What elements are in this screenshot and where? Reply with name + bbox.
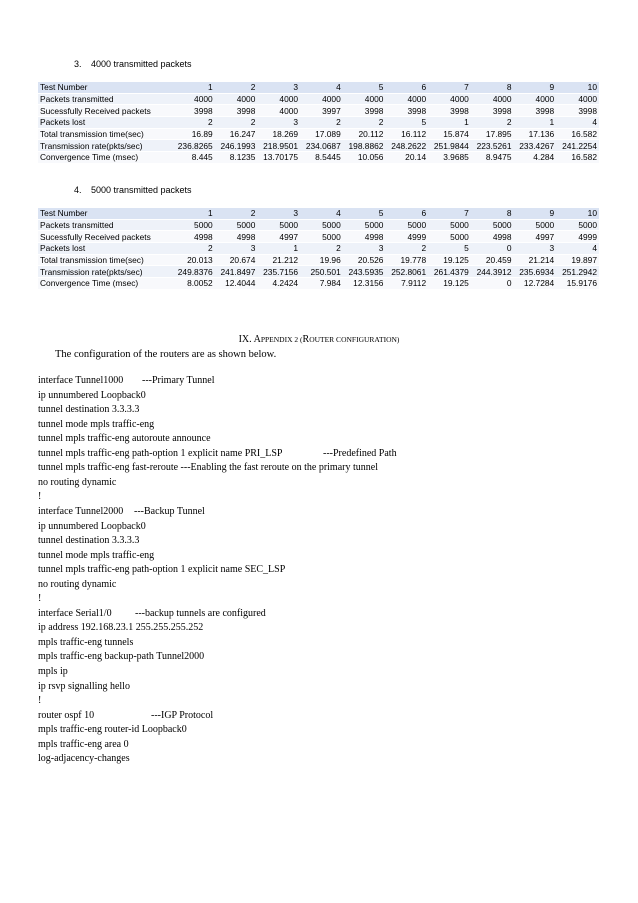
config-command: tunnel mpls traffic-eng path-option 1 explicit name SEC_LSP bbox=[38, 564, 286, 576]
table-cell: 16.112 bbox=[385, 128, 428, 140]
table-cell: 4998 bbox=[471, 231, 514, 243]
table-cell: 6 bbox=[385, 208, 428, 219]
row-label: Convergence Time (msec) bbox=[38, 152, 172, 164]
table-cell: 241.2254 bbox=[556, 140, 599, 152]
row-label: Transmission rate(pkts/sec) bbox=[38, 140, 172, 152]
config-command: router ospf 10 bbox=[38, 709, 95, 721]
table-cell: 3998 bbox=[556, 105, 599, 117]
table-cell: 3998 bbox=[428, 105, 471, 117]
table-cell: 17.895 bbox=[471, 128, 514, 140]
config-line bbox=[38, 738, 129, 752]
table-cell: 2 bbox=[343, 117, 386, 129]
config-command: mpls traffic-eng router-id Loopback0 bbox=[38, 724, 187, 736]
table-cell: 4 bbox=[300, 82, 343, 93]
table-cell: 4 bbox=[300, 208, 343, 219]
table-cell: 16.247 bbox=[215, 128, 258, 140]
table-cell: 235.7156 bbox=[257, 266, 300, 278]
config-command: ! bbox=[38, 593, 42, 605]
config-command: tunnel mode mpls traffic-eng bbox=[38, 418, 155, 430]
table-cell: 234.0687 bbox=[300, 140, 343, 152]
appendix-title-a: A bbox=[253, 334, 261, 345]
table-cell: 4000 bbox=[172, 93, 215, 105]
table-cell: 1 bbox=[172, 208, 215, 219]
results-table-5000 bbox=[38, 208, 599, 290]
table-cell: 20.013 bbox=[172, 254, 215, 266]
config-comment: ---backup tunnels are configured bbox=[135, 607, 266, 619]
table-cell: 261.4379 bbox=[428, 266, 471, 278]
table-cell: 4000 bbox=[556, 93, 599, 105]
config-command: log-adjacency-changes bbox=[38, 753, 130, 765]
config-comment: ---Predefined Path bbox=[323, 447, 397, 459]
config-command: mpls traffic-eng tunnels bbox=[38, 636, 134, 648]
table-cell: 3 bbox=[514, 243, 557, 255]
table-row bbox=[38, 231, 599, 243]
table-cell: 5 bbox=[385, 117, 428, 129]
config-line bbox=[38, 592, 41, 606]
table-cell: 1 bbox=[514, 117, 557, 129]
table-cell: 17.136 bbox=[514, 128, 557, 140]
table-cell: 244.3912 bbox=[471, 266, 514, 278]
table-cell: 10 bbox=[556, 82, 599, 93]
row-label: Sucessfully Received packets bbox=[38, 231, 172, 243]
table-cell: 2 bbox=[172, 243, 215, 255]
table-row bbox=[38, 219, 599, 231]
table-cell: 2 bbox=[215, 82, 258, 93]
config-command: ip rsvp signalling hello bbox=[38, 680, 130, 692]
table-cell: 4000 bbox=[215, 93, 258, 105]
table-row bbox=[38, 117, 599, 129]
table-cell: 3998 bbox=[471, 105, 514, 117]
config-comment: ---Backup Tunnel bbox=[134, 505, 205, 517]
table-cell: 8.5445 bbox=[300, 152, 343, 164]
table-cell: 5000 bbox=[556, 219, 599, 231]
config-line bbox=[38, 636, 133, 650]
appendix-title-a-rest: PPENDIX 2 ( bbox=[260, 335, 303, 344]
table-cell: 3998 bbox=[172, 105, 215, 117]
table-cell: 5000 bbox=[428, 219, 471, 231]
table-cell: 218.9501 bbox=[257, 140, 300, 152]
table-cell: 3 bbox=[257, 82, 300, 93]
config-command: tunnel mpls traffic-eng fast-reroute ---Enabling the fast reroute on the primary tunnel bbox=[38, 462, 378, 474]
row-label: Test Number bbox=[38, 82, 172, 93]
table-cell: 17.089 bbox=[300, 128, 343, 140]
row-label: Packets transmitted bbox=[38, 219, 172, 231]
table-cell: 5000 bbox=[172, 219, 215, 231]
config-line bbox=[38, 752, 130, 766]
config-line bbox=[38, 374, 215, 388]
table-cell: 8.9475 bbox=[471, 152, 514, 164]
config-comment: ---Primary Tunnel bbox=[142, 375, 215, 386]
section-3-title: 4000 transmitted packets bbox=[91, 59, 192, 69]
row-label: Packets transmitted bbox=[38, 93, 172, 105]
config-line bbox=[38, 621, 203, 635]
table-cell: 8.445 bbox=[172, 152, 215, 164]
appendix-title bbox=[0, 334, 638, 345]
table-cell: 246.1993 bbox=[215, 140, 258, 152]
table-cell: 4997 bbox=[514, 231, 557, 243]
table-cell: 9 bbox=[514, 208, 557, 219]
table-cell: 2 bbox=[215, 208, 258, 219]
table-cell: 1 bbox=[172, 82, 215, 93]
config-command: ! bbox=[38, 695, 42, 707]
table-cell: 0 bbox=[471, 243, 514, 255]
config-command: tunnel destination 3.3.3.3 bbox=[38, 535, 140, 547]
table-cell: 4000 bbox=[300, 93, 343, 105]
table-cell: 4.2424 bbox=[257, 278, 300, 290]
table-cell: 19.96 bbox=[300, 254, 343, 266]
table-cell: 20.526 bbox=[343, 254, 386, 266]
config-command: interface Tunnel2000 bbox=[38, 505, 124, 517]
table-cell: 3998 bbox=[215, 105, 258, 117]
config-line bbox=[38, 461, 378, 475]
table-cell: 5000 bbox=[514, 219, 557, 231]
config-line bbox=[38, 447, 397, 461]
table-cell: 12.4044 bbox=[215, 278, 258, 290]
table-cell: 18.269 bbox=[257, 128, 300, 140]
table-row bbox=[38, 105, 599, 117]
table-cell: 3997 bbox=[300, 105, 343, 117]
row-label: Total transmission time(sec) bbox=[38, 128, 172, 140]
table-cell: 4000 bbox=[385, 93, 428, 105]
results-table-4000 bbox=[38, 82, 599, 164]
config-command: interface Serial1/0 bbox=[38, 607, 112, 619]
config-command: tunnel mpls traffic-eng path-option 1 explicit name PRI_LSP bbox=[38, 447, 283, 459]
config-line bbox=[38, 476, 116, 490]
table-cell: 5000 bbox=[257, 219, 300, 231]
table-cell: 251.2942 bbox=[556, 266, 599, 278]
section-3-number: 3. bbox=[74, 59, 82, 69]
table-cell: 7.984 bbox=[300, 278, 343, 290]
table-cell: 4000 bbox=[428, 93, 471, 105]
table-cell: 5 bbox=[428, 243, 471, 255]
table-cell: 16.89 bbox=[172, 128, 215, 140]
table-cell: 9 bbox=[514, 82, 557, 93]
table-cell: 20.674 bbox=[215, 254, 258, 266]
table-cell: 8.1235 bbox=[215, 152, 258, 164]
config-command: ip unnumbered Loopback0 bbox=[38, 389, 146, 401]
row-label: Packets lost bbox=[38, 117, 172, 129]
row-label: Total transmission time(sec) bbox=[38, 254, 172, 266]
table-cell: 13.70175 bbox=[257, 152, 300, 164]
table-cell: 5000 bbox=[300, 231, 343, 243]
table-cell: 2 bbox=[385, 243, 428, 255]
table-cell: 1 bbox=[257, 243, 300, 255]
config-line bbox=[38, 650, 204, 664]
table-cell: 2 bbox=[471, 117, 514, 129]
table-cell: 21.212 bbox=[257, 254, 300, 266]
config-command: ip address 192.168.23.1 255.255.255.252 bbox=[38, 622, 204, 634]
table-cell: 2 bbox=[215, 117, 258, 129]
table-cell: 4.284 bbox=[514, 152, 557, 164]
table-cell: 5000 bbox=[385, 219, 428, 231]
config-line bbox=[38, 432, 211, 446]
table-cell: 4999 bbox=[556, 231, 599, 243]
table-cell: 7 bbox=[428, 208, 471, 219]
table-cell: 20.14 bbox=[385, 152, 428, 164]
config-line bbox=[38, 680, 130, 694]
table-cell: 8.0052 bbox=[172, 278, 215, 290]
config-line bbox=[38, 578, 116, 592]
config-command: tunnel mode mpls traffic-eng bbox=[38, 549, 155, 561]
table-header-row bbox=[38, 208, 599, 219]
table-cell: 198.8862 bbox=[343, 140, 386, 152]
config-command: mpls traffic-eng area 0 bbox=[38, 738, 129, 750]
table-cell: 5000 bbox=[343, 219, 386, 231]
table-cell: 3998 bbox=[385, 105, 428, 117]
table-cell: 3998 bbox=[343, 105, 386, 117]
appendix-title-r-rest: OUTER CONFIGURATION) bbox=[309, 335, 400, 344]
table-cell: 4000 bbox=[257, 105, 300, 117]
table-cell: 15.9176 bbox=[556, 278, 599, 290]
appendix-roman: IX. bbox=[238, 334, 252, 345]
table-cell: 16.582 bbox=[556, 128, 599, 140]
table-cell: 4 bbox=[556, 243, 599, 255]
config-line bbox=[38, 418, 154, 432]
table-cell: 12.7284 bbox=[514, 278, 557, 290]
config-comment: ---IGP Protocol bbox=[151, 709, 214, 721]
table-cell: 5 bbox=[343, 208, 386, 219]
table-cell: 3 bbox=[215, 243, 258, 255]
config-command: mpls traffic-eng backup-path Tunnel2000 bbox=[38, 651, 205, 663]
table-row bbox=[38, 152, 599, 164]
table-cell: 4997 bbox=[257, 231, 300, 243]
table-cell: 19.125 bbox=[428, 254, 471, 266]
table-cell: 15.874 bbox=[428, 128, 471, 140]
table-cell: 7 bbox=[428, 82, 471, 93]
table-row bbox=[38, 254, 599, 266]
config-command: interface Tunnel1000 bbox=[38, 375, 124, 386]
config-line bbox=[38, 534, 139, 548]
table-cell: 233.4267 bbox=[514, 140, 557, 152]
table-header-row bbox=[38, 82, 599, 93]
table-row bbox=[38, 278, 599, 290]
row-label: Transmission rate(pkts/sec) bbox=[38, 266, 172, 278]
config-line bbox=[38, 607, 266, 621]
table-cell: 4000 bbox=[514, 93, 557, 105]
table-cell: 5 bbox=[343, 82, 386, 93]
table-cell: 21.214 bbox=[514, 254, 557, 266]
table-cell: 4000 bbox=[471, 93, 514, 105]
table-row bbox=[38, 266, 599, 278]
section-4-number: 4. bbox=[74, 185, 82, 195]
appendix-title-r: R bbox=[302, 334, 310, 345]
config-line bbox=[38, 403, 139, 417]
table-cell: 4999 bbox=[385, 231, 428, 243]
table-cell: 20.112 bbox=[343, 128, 386, 140]
table-cell: 248.2622 bbox=[385, 140, 428, 152]
row-label: Sucessfully Received packets bbox=[38, 105, 172, 117]
table-row bbox=[38, 243, 599, 255]
table-cell: 0 bbox=[471, 278, 514, 290]
table-cell: 7.9112 bbox=[385, 278, 428, 290]
table-cell: 3 bbox=[257, 208, 300, 219]
config-command: tunnel destination 3.3.3.3 bbox=[38, 404, 140, 416]
table-cell: 241.8497 bbox=[215, 266, 258, 278]
config-line bbox=[38, 505, 205, 519]
table-cell: 16.582 bbox=[556, 152, 599, 164]
table-cell: 3 bbox=[257, 117, 300, 129]
section-4-title: 5000 transmitted packets bbox=[91, 185, 192, 195]
table-cell: 3998 bbox=[514, 105, 557, 117]
table-cell: 12.3156 bbox=[343, 278, 386, 290]
table-cell: 251.9844 bbox=[428, 140, 471, 152]
row-label: Packets lost bbox=[38, 243, 172, 255]
table-cell: 19.778 bbox=[385, 254, 428, 266]
table-cell: 4998 bbox=[172, 231, 215, 243]
table-row bbox=[38, 128, 599, 140]
config-command: no routing dynamic bbox=[38, 578, 117, 590]
config-command: mpls ip bbox=[38, 666, 68, 677]
table-cell: 5000 bbox=[471, 219, 514, 231]
table-cell: 4998 bbox=[215, 231, 258, 243]
table-cell: 3 bbox=[343, 243, 386, 255]
config-command: ! bbox=[38, 491, 42, 503]
table-cell: 236.8265 bbox=[172, 140, 215, 152]
config-line bbox=[38, 490, 41, 504]
row-label: Convergence Time (msec) bbox=[38, 278, 172, 290]
table-cell: 3.9685 bbox=[428, 152, 471, 164]
table-cell: 1 bbox=[428, 117, 471, 129]
table-cell: 2 bbox=[172, 117, 215, 129]
table-cell: 4000 bbox=[257, 93, 300, 105]
table-cell: 6 bbox=[385, 82, 428, 93]
config-line bbox=[38, 709, 214, 723]
table-cell: 10 bbox=[556, 208, 599, 219]
table-cell: 20.459 bbox=[471, 254, 514, 266]
table-cell: 2 bbox=[300, 243, 343, 255]
table-cell: 2 bbox=[300, 117, 343, 129]
config-command: ip unnumbered Loopback0 bbox=[38, 520, 146, 532]
table-cell: 4000 bbox=[343, 93, 386, 105]
intro-text: The configuration of the routers are as shown below. bbox=[55, 349, 277, 360]
table-cell: 5000 bbox=[215, 219, 258, 231]
config-line bbox=[38, 563, 285, 577]
table-cell: 8 bbox=[471, 208, 514, 219]
table-cell: 5000 bbox=[300, 219, 343, 231]
config-line bbox=[38, 723, 187, 737]
table-cell: 4998 bbox=[343, 231, 386, 243]
config-line bbox=[38, 520, 146, 534]
table-row bbox=[38, 93, 599, 105]
table-cell: 250.501 bbox=[300, 266, 343, 278]
config-line bbox=[38, 665, 68, 679]
config-line bbox=[38, 549, 154, 563]
table-cell: 243.5935 bbox=[343, 266, 386, 278]
table-cell: 223.5261 bbox=[471, 140, 514, 152]
table-row bbox=[38, 140, 599, 152]
table-cell: 249.8376 bbox=[172, 266, 215, 278]
table-cell: 19.125 bbox=[428, 278, 471, 290]
table-cell: 10.056 bbox=[343, 152, 386, 164]
table-cell: 19.897 bbox=[556, 254, 599, 266]
row-label: Test Number bbox=[38, 208, 172, 219]
table-cell: 8 bbox=[471, 82, 514, 93]
table-cell: 252.8061 bbox=[385, 266, 428, 278]
table-cell: 4 bbox=[556, 117, 599, 129]
table-cell: 235.6934 bbox=[514, 266, 557, 278]
config-line bbox=[38, 389, 146, 403]
config-line bbox=[38, 694, 41, 708]
config-command: tunnel mpls traffic-eng autoroute announce bbox=[38, 433, 211, 445]
table-cell: 5000 bbox=[428, 231, 471, 243]
config-command: no routing dynamic bbox=[38, 476, 117, 488]
